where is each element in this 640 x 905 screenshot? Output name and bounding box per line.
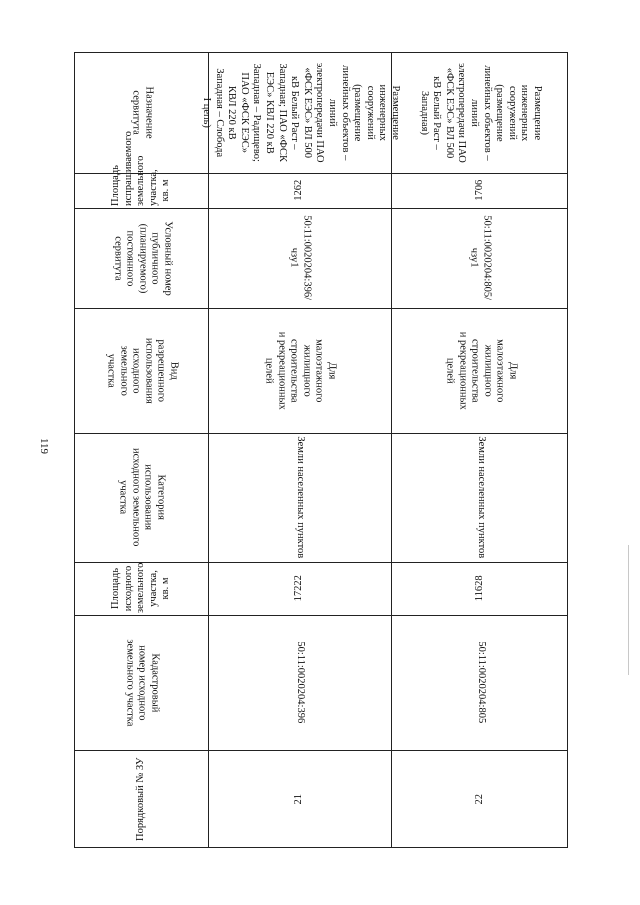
header-cell-2-text: Кадастровый номер исходного земельного участка (124, 639, 161, 726)
header-cell-2 (75, 615, 208, 750)
table-cell-text: 50:11:0020204:396/чзу1 (288, 215, 313, 301)
table-cell (208, 433, 391, 562)
easement-table (74, 52, 568, 848)
table-cell (391, 208, 569, 308)
table-cell-text: 1706 (473, 180, 485, 201)
table-cell-text: 22 (473, 794, 485, 805)
table-row-divider (75, 308, 567, 309)
table-cell (391, 562, 569, 615)
table-row-divider (75, 750, 567, 751)
table-row-divider (75, 615, 567, 616)
table-cell-text: 50:11:0020204:805 (475, 641, 487, 724)
table-row-divider (75, 433, 567, 434)
table-cell (208, 562, 391, 615)
table-cell-text: 21 (293, 794, 305, 805)
header-cell-5 (75, 308, 208, 433)
table-cell-text: Размещение инженерных сооружений (размещение линейных объектов – линий электропередачи ПАО «ФСК ЕЭС» ВЛ 500 кВ Белый Раст – Западная; ПАО «ФСК ЕЭС» КВЛ 220 кВ Западная – Радищево; ПАО «ФСК ЕЭС» КВЛ 220 кВ Западная – Слобода I цепь) (200, 63, 401, 163)
table-cell-text: 17222 (293, 575, 305, 602)
table-row-divider (75, 173, 567, 174)
header-cell-6 (75, 208, 208, 308)
header-cell-5-text: Вид разрешенного использования исходного земельного участка (105, 337, 180, 404)
table-cell-text: Земли населенных пунктов (475, 436, 487, 559)
table-cell (391, 173, 569, 208)
scan-edge-line (628, 545, 629, 675)
table-cell (208, 750, 391, 849)
table-cell-text: 11628 (473, 575, 485, 602)
header-cell-3 (75, 562, 208, 615)
header-cell-4-text: Категория использования исходного земельного участка (117, 448, 167, 547)
table-cell (208, 208, 391, 308)
header-cell-7 (75, 131, 208, 208)
table-cell (391, 433, 569, 562)
table-cell-text: Для малоэтажного жилищного строительства и рекреационных целей (263, 331, 338, 410)
table-cell-text: 1262 (293, 180, 305, 201)
page-number: 119 (38, 437, 51, 455)
table-cell (208, 615, 391, 750)
table-cell (391, 615, 569, 750)
table-cell (208, 308, 391, 433)
table-cell-text: 50:11:0020204:805/чзу1 (469, 215, 493, 301)
table-cell-text: Размещение инженерных сооружений (размещение линейных объектов – линий электропередачи ПАО «ФСК ЕЭС» ВЛ 500 кВ Белый Раст – Западная) (418, 63, 543, 163)
header-cell-8-text: Назначение сервитута (130, 86, 155, 140)
table-cell (208, 173, 391, 208)
table-row-divider (75, 562, 567, 563)
table-cell (391, 750, 569, 849)
table-cell-text: Земли населенных пунктов (294, 436, 306, 559)
header-cell-8 (75, 53, 208, 173)
header-cell-3-text: Площадь исходного земельного участка, кв. м (110, 562, 172, 613)
table-cell-text: Для малоэтажного жилищного строительства и рекреационных целей (443, 331, 518, 410)
table-cell-text: 50:11:0020204:396 (294, 641, 306, 724)
table-cell (391, 308, 569, 433)
header-cell-1-text: Порядковый № ЗУ (135, 757, 147, 842)
header-cell-1 (75, 750, 208, 849)
table-cell (391, 53, 569, 173)
header-cell-7-text: Площадь испрашиваемого земельного участка, кв. м (110, 131, 172, 206)
header-cell-4 (75, 433, 208, 562)
table-row-divider (75, 208, 567, 209)
header-cell-6-text: Условный номер публичного (планируемого) постоянного сервитута (111, 220, 173, 296)
table-cell (200, 53, 401, 173)
